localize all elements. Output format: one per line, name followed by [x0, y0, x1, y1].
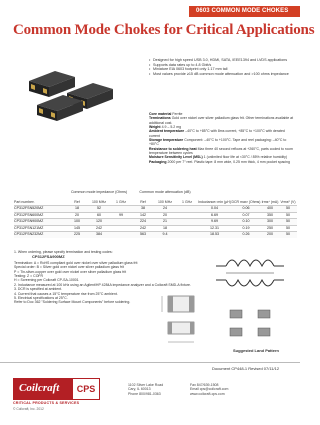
table-cell: 9.4 — [162, 232, 168, 237]
note: H = Screening per Coilcraft CP-SA-10001 — [14, 278, 79, 283]
table-cell: 563 — [140, 232, 146, 237]
contact-info: Fax 847/639-1508 Email cps@coilcraft.com www.coilcraft-cps.com — [190, 383, 229, 396]
document-number: Document CP448-1 Revised 07/11/12 — [212, 366, 280, 371]
note: P = Tin-silver-copper over gold over nickel over silver palladium glass frit — [14, 269, 127, 274]
table-cell: 0.06 — [242, 206, 250, 210]
table-cell — [110, 206, 132, 212]
part-number-example: CP312FSA900MZ — [32, 254, 65, 260]
table-cell: 20 — [163, 212, 167, 217]
col-header: DCR max³ (Ohms) — [231, 200, 261, 204]
note: Special order: B = Silver gold over nickel over silver palladium glass frit — [14, 265, 124, 270]
specifications — [149, 112, 295, 164]
table-cell: 50 — [286, 219, 290, 224]
note: 4. Current that causes a 15°C temperature rise from 25°C ambient. — [14, 291, 118, 296]
product-photo — [13, 55, 133, 125]
table-cell: 0.04 — [211, 206, 218, 210]
col-header: Ref — [140, 200, 146, 204]
table-cell: 18 — [163, 225, 167, 230]
table-cell: 50 — [286, 206, 290, 210]
table-cell: 9.69 — [211, 219, 218, 224]
note: 3. DCR is specified at ambient. — [14, 287, 63, 292]
table-cell: 400 — [267, 206, 273, 210]
table-cell: 200 — [267, 232, 273, 237]
table-cell: 242 — [96, 225, 102, 230]
dimension-drawing — [158, 290, 206, 350]
table-cell: 21 — [163, 219, 167, 224]
feature-item: • Most values provide ≥15 dB common mode attenuation and >100 ohms impedance — [149, 72, 295, 77]
part-number-cell: CP312FSN232MZ — [14, 232, 44, 237]
table-cell: 384 — [96, 232, 102, 237]
table-cell: 0.07 — [242, 212, 250, 217]
feature-item: • Designed for high speed USB 3.0, HDMI, SATA, IEEE1394 and LVDS applications — [149, 58, 295, 63]
table-cell: 52 — [97, 206, 101, 210]
table-cell: 300 — [267, 219, 273, 224]
note: 1. When ordering, please specify termination and testing codes: — [14, 250, 113, 254]
table-cell: 100 — [74, 219, 80, 224]
email-link[interactable]: Email cps@coilcraft.com — [190, 387, 229, 392]
spec-item: Core material Ferrite — [149, 112, 183, 116]
table-cell: 20 — [75, 212, 79, 217]
col-header: Ref — [74, 200, 80, 204]
table-cell: 24 — [163, 206, 167, 210]
copyright: © Coilcraft, Inc. 2012 — [13, 407, 44, 411]
table-cell — [176, 206, 198, 212]
parts-table — [14, 190, 297, 238]
footer-divider — [0, 362, 300, 363]
page-title: Common Mode Chokes for Critical Applications — [13, 22, 315, 38]
col-header: Part number¹ — [14, 200, 35, 204]
table-cell: 38 — [141, 206, 145, 210]
feature-item: • Miniature EIA 0603 footprint only 1.17 mm tall — [149, 67, 295, 72]
table-cell: 0.19 — [242, 225, 250, 230]
part-number-cell: CP312FSN900MZ — [14, 219, 44, 224]
col-header: 100 MHz — [91, 200, 106, 204]
table-cell — [110, 219, 132, 225]
table-row — [14, 225, 297, 232]
table-cell — [176, 226, 198, 232]
spec-item: Weight 4.9 – 5.2 mg — [149, 125, 182, 130]
group-header-attenuation: Common mode attenuation (dB) — [139, 190, 191, 194]
col-header: Vrms⁵ (V) — [280, 200, 296, 204]
spec-item: Resistance to soldering heat Max three 40 second reflows at +260°C, parts cooled to room temperature between cycles — [149, 146, 293, 156]
spec-item: Terminations Gold over nickel over silver palladium glass frit. Other terminations available at additional cost. — [149, 116, 294, 125]
table-cell: 250 — [267, 225, 273, 230]
category-banner: 0603 COMMON MODE CHOKES — [189, 6, 300, 17]
spec-item: Moisture Sensitivity Level (MSL) 1 (unlimited floor life at <30°C / 85% relative humidity) — [149, 155, 288, 160]
part-number-cell: CP312FSN121MZ — [14, 225, 44, 230]
table-cell: 6.69 — [211, 212, 218, 217]
table-cell — [176, 232, 198, 238]
table-row — [14, 218, 297, 225]
table-cell — [176, 213, 198, 219]
spec-item: Packaging 2000 per 7″ reel. Plastic tape: 8 mm wide, 0.25 mm thick, 4 mm pocket spacing — [149, 159, 290, 164]
table-cell — [110, 232, 132, 238]
coilcraft-logo: Coilcraft — [13, 378, 73, 400]
group-header-impedance: Common mode impedance (Ohms) — [70, 190, 128, 194]
table-cell: 0.26 — [242, 232, 250, 237]
part-number-cell: CP312FSN600MZ — [14, 212, 44, 217]
col-header: 100 MHz — [157, 200, 172, 204]
land-pattern-label: Suggested Land Pattern — [232, 348, 279, 353]
part-number-cell: CP312FSN520MZ — [14, 206, 44, 210]
table-body — [14, 205, 297, 238]
logo-subtitle: CRITICAL PRODUCTS & SERVICES — [13, 401, 80, 405]
spec-item: Storage temperature Component: –40°C to +100°C. Tape and reel packaging: –40°C to +80°C — [149, 138, 287, 147]
table-cell: 18 — [75, 206, 79, 210]
table-cell: 50 — [286, 212, 290, 217]
note: 2. Inductance measured at 100 kHz using an Agilent/HP 4284A impedance analyzer and a Coilcraft SMD-A fixture. — [14, 282, 191, 287]
note: Termination: A = RoHS compliant gold over nickel over silver palladium glass frit — [14, 260, 138, 265]
col-header: Inductance² min (µH) — [198, 200, 231, 204]
table-cell: 60 — [97, 212, 101, 217]
table-cell: 224 — [140, 219, 146, 224]
col-header: 1 GHz — [182, 200, 192, 204]
cps-logo: CPS — [72, 378, 100, 400]
table-cell: 225 — [74, 232, 80, 237]
table-cell: 50 — [286, 232, 290, 237]
table-cell: 142 — [140, 212, 146, 217]
table-row — [14, 231, 297, 238]
table-cell: 18.53 — [210, 232, 219, 237]
table-cell: 120 — [96, 219, 102, 224]
note: Testing: Z = COFR — [14, 274, 44, 279]
table-cell: 145 — [74, 225, 80, 230]
table-cell: 50 — [286, 225, 290, 230]
schematic-diagram — [212, 240, 297, 360]
table-cell: 0.10 — [242, 219, 250, 224]
table-cell: 12.31 — [210, 225, 219, 230]
feature-item: • Supports data rates up to 4.8 Gbit/s — [149, 63, 295, 68]
address: 1102 Silver Lake Road Cary, IL 60013 Phone 800/981-0363 — [128, 383, 164, 396]
table-cell — [176, 219, 198, 225]
note: 5. Electrical specifications at 25°C. — [14, 296, 68, 301]
spec-item: Ambient temperature –40°C to +85°C with 8ms current, +85°C to +100°C with derated current — [149, 129, 285, 138]
feature-list — [149, 58, 295, 77]
table-cell: 242 — [140, 225, 146, 230]
table-row — [14, 212, 297, 219]
col-header: 1 GHz — [116, 200, 126, 204]
table-cell — [110, 226, 132, 232]
table-cell: 350 — [267, 212, 273, 217]
website-link[interactable]: www.coilcraft-cps.com — [190, 391, 225, 396]
note: Refer to Doc 362 "Soldering Surface Mount Components" before soldering. — [14, 300, 131, 305]
table-cell: 99 — [119, 212, 123, 217]
table-row — [14, 205, 297, 212]
col-header: Irms⁴ (mA) — [261, 200, 279, 204]
